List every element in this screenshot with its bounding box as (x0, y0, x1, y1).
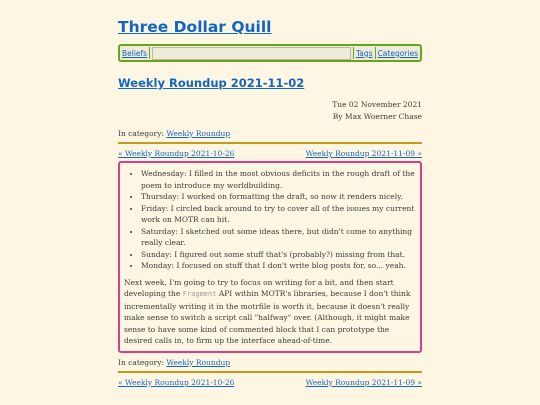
page (118, 0, 422, 388)
paragraph-text-end: API within MOTR's libraries, because I don't think incrementally writing it in the motrfile is worth it, because it doesn't really make sense to switch a script call "halfway" over. (Although, it might make sense to have some kind of commented block that I can prototype the desired calls in, to firm up the interface ahead-of-time. (124, 289, 411, 345)
prev-post-link[interactable]: « Weekly Roundup 2021-10-26 (118, 377, 235, 387)
next-post-link[interactable]: Weekly Roundup 2021-11-09 » (305, 377, 422, 387)
list-item: • Sunday: I figured out some stuff that's (probably?) missing from that. (141, 249, 416, 261)
nav-tags-link[interactable]: Tags (355, 48, 373, 58)
paragraph-text-start: Next week, I'm going to try to focus on writing for a bit, and then start developing the (124, 277, 394, 298)
roundup-list (124, 168, 416, 272)
divider-rule (118, 142, 422, 144)
post-category-top (118, 128, 422, 139)
nav-beliefs-link[interactable]: Beliefs (122, 48, 148, 58)
divider-rule (118, 371, 422, 373)
post-category-bottom (118, 357, 422, 368)
list-item: • Friday: I circled back around to try to cover all of the issues my current work on MOTR can hit. (141, 203, 416, 226)
post-meta (118, 99, 422, 123)
category-link[interactable]: Weekly Roundup (166, 129, 231, 138)
list-item: • Thursday: I worked on formatting the draft, so now it renders nicely. (141, 191, 416, 203)
category-label: In category: (118, 357, 164, 367)
post-pager-top (118, 149, 422, 159)
post-content (118, 161, 422, 353)
nav-divider (149, 47, 150, 59)
post-date: Tue 02 November 2021 (332, 100, 422, 109)
nav-search-field[interactable] (152, 47, 351, 60)
category-label: In category: (118, 129, 164, 138)
next-post-link[interactable]: Weekly Roundup 2021-11-09 » (305, 149, 422, 158)
inline-code: Fragment (182, 290, 217, 298)
category-link[interactable]: Weekly Roundup (166, 357, 231, 367)
post-pager-bottom (118, 378, 422, 388)
prev-post-link[interactable]: « Weekly Roundup 2021-10-26 (118, 149, 235, 158)
post-title-link[interactable]: Weekly Roundup 2021-11-02 (118, 76, 305, 90)
site-title-link[interactable]: Three Dollar Quill (118, 18, 272, 36)
top-nav-bar (118, 44, 422, 62)
post-paragraph (124, 277, 416, 347)
post-byline: By Max Woerner Chase (332, 112, 422, 121)
nav-categories-link[interactable]: Categories (377, 48, 418, 58)
list-item: • Saturday: I sketched out some ideas there, but didn't come to anything really clear. (141, 226, 416, 249)
list-item: • Wednesday: I filled in the most obvious deficits in the rough draft of the poem to introduce my worldbuilding. (141, 168, 416, 191)
list-item: • Monday: I focused on stuff that I don't write blog posts for, so... yeah. (141, 260, 416, 272)
